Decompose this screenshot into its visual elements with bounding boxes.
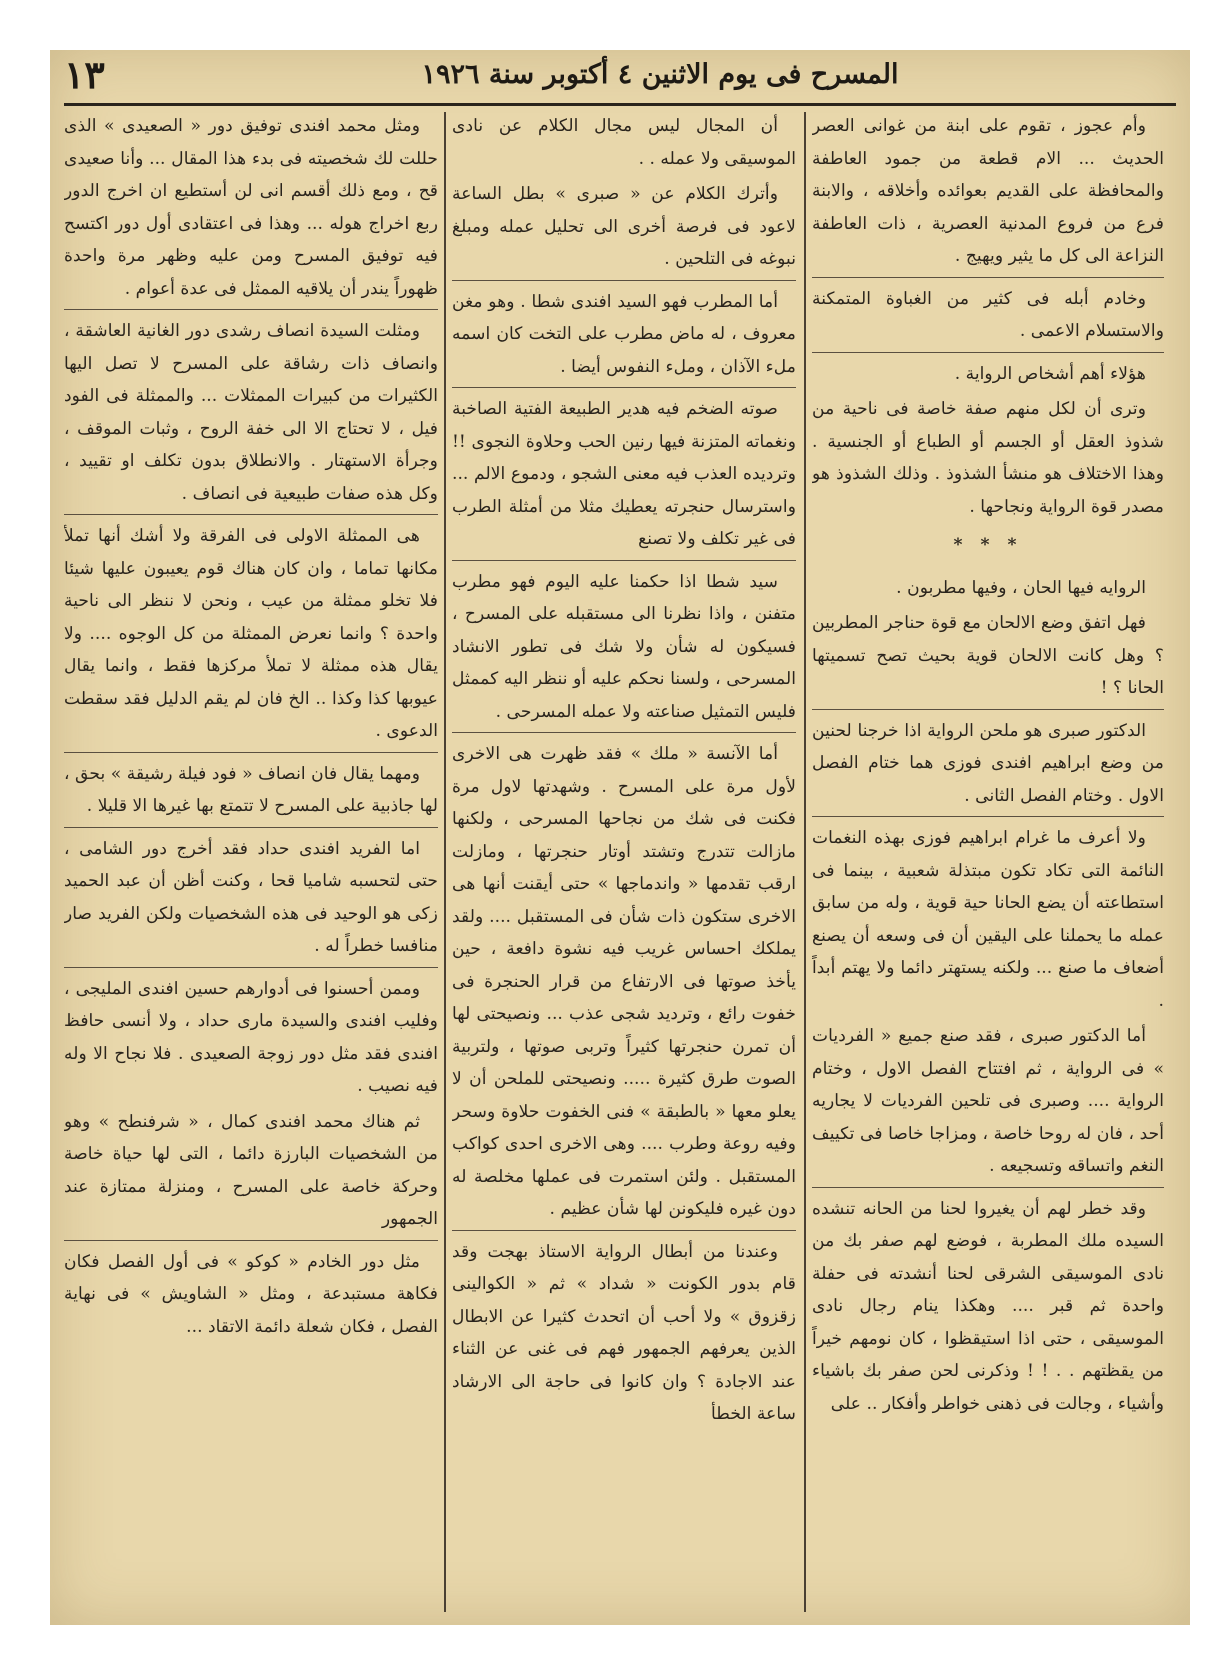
article-column-right [812, 110, 1164, 1620]
paragraph: وعندنا من أبطال الرواية الاستاذ بهجت وقد قام بدور الكونت « شداد » ثم « الكوالينى زقزوق » ولا أحب أن اتحدث كثيرا عن الابطال الذين يعرفهم الجمهور فهم فى غنى عن الثناء عند الاجادة ؟ وان كانوا فى حاجة الى الارشاد ساعة الخطأ [452, 1241, 796, 1424]
column-divider [444, 112, 446, 1612]
paragraph: ومهما يقال فان انصاف « فود فيلة رشيقة » بحق ، لها جاذبية على المسرح لا تتمتع بها غيرها الا قليلا . [64, 758, 438, 828]
article-column-middle [452, 110, 796, 1620]
paragraph: وقد خطر لهم أن يغيروا لحنا من الحانه تنشده السيده ملك المطربة ، فوضع لهم صفر بك من نادى الموسيقى الشرقى لحنا أنشدته فى حفلة واحدة ثم قبر .... وهكذا ينام رجال نادى الموسيقى ، حتى اذا استيقظوا ، كان نومهم خيراً من يقظتهم . . ! ! وذكرنى لحن صفر بك باشياء وأشياء ، وجالت فى ذهنى خواطر وأفكار .. على [812, 1198, 1164, 1414]
paragraph: ومثل محمد افندى توفيق دور « الصعيدى » الذى حللت لك شخصيته فى بدء هذا المقال ... وأنا صعيدى قح ، ومع ذلك أقسم انى لن أستطيع ان اخرج الدور ربع اخراج هوله ... وهذا فى اعتقادى أول دور اكتسح فيه توفيق المسرح ومن عليه وظهر مرة واحدة ظهوراً يندر أن يلاقيه الممثل فى عدة أعوام . [64, 110, 438, 310]
paragraph: وممن أحسنوا فى أدوارهم حسين افندى المليجى ، وفليب افندى والسيدة مارى حداد ، ولا أنسى حافظ افندى فقد مثل دور زوجة الصعيدى . فلا نجاح الا وله فيه نصيب . [64, 978, 438, 1096]
header-rule [64, 103, 1176, 106]
page-number: ١٣ [64, 51, 105, 97]
paragraph: أن المجال ليس مجال الكلام عن نادى الموسيقى ولا عمله . . [452, 116, 796, 169]
paragraph: اما الفريد افندى حداد فقد أخرج دور الشامى ، حتى لتحسبه شاميا قحا ، وكنت أظن أن عبد الحميد زكى هو الوحيد فى هذه الشخصيات ولكن الفريد صار منافسا خطراً له . [64, 833, 438, 968]
paragraph: أما المطرب فهو السيد افندى شطا . وهو مغن معروف ، له ماض مطرب على التخت كان اسمه ملء الآذان ، وملء النفوس أيضا . [452, 286, 796, 389]
paragraph: وخادم أبله فى كثير من الغباوة المتمكنة والاستسلام الاعمى . [812, 283, 1164, 353]
paragraph: هؤلاء أهم أشخاص الرواية . [954, 363, 1146, 384]
paragraph: أما الآنسة « ملك » فقد ظهرت هى الاخرى لأول مرة على المسرح . وشهدتها لاول مرة فكنت فى شك من نجاحها المسرحى ، ولكنها مازالت تتدرج وتشتد أوتار حنجرتها ، ومازلت ارقب تقدمها « واندماجها » حتى أيقنت أنها هى الاخرى ستكون ذات شأن فى المستقبل .... ولقد يملكك احساس غريب فيه نشوة دافعة ، حين يأخذ صوتها فى الارتفاع من قرار الحنجرة فى خفوت رائع ، وترديد شجى عذب ... ونصيحتى لها أن تمرن حنجرتها كثيراً وتربى صوتها ، ولتربية الصوت طرق كثيرة ..... ونصيحتى للملحن أن لا يعلو معها « بالطبقة » فنى الخفوت حلاوة وسحر وفيه روعة وطرب .... وهى الاخرى احدى كواكب المستقبل . ولئن استمرت فى عملها مخلصة له دون غيره فليكونن لها شأن عظيم . [452, 738, 796, 1231]
header-title: المسرح فى يوم الاثنين ٤ أكتوبر سنة ١٩٢٦ [421, 58, 899, 90]
paragraph: أما الدكتور صبرى ، فقد صنع جميع « الفرديات » فى الرواية ، ثم افتتاح الفصل الاول ، وختام الرواية .... وصبرى فى تلحين الفرديات لا يجاريه أحد ، فان له روحا خاصة ، ومزاجا خاصا فى تكييف النغم واتساقه وتسجيعه . [812, 1020, 1164, 1188]
paragraph: سيد شطا اذا حكمنا عليه اليوم فهو مطرب متفنن ، واذا نظرنا الى مستقبله على المسرح ، فسيكون له شأن ولا شك فى تطور الانشاد المسرحى ، ولسنا نحكم عليه أو ننظر اليه كممثل فليس التمثيل صناعته ولا عمله المسرحى . [452, 566, 796, 734]
column-divider [804, 112, 806, 1612]
paragraph: مثل دور الخادم « كوكو » فى أول الفصل فكان فكاهة مستبدعة ، ومثل « الشاويش » فى نهاية الفصل ، فكان شعلة دائمة الاتقاد ... [64, 1251, 438, 1337]
paragraph: صوته الضخم فيه هدير الطبيعة الفتية الصاخبة ونغماته المتزنة فيها رنين الحب وحلاوة النجوى !! وترديده العذب فيه معنى الشجو ، ودموع الالم ... واسترسال حنجرته يعطيك مثلا من أمثلة الطرب فى غير تكلف ولا تصنع [452, 393, 796, 561]
paragraph: ولا أعرف ما غرام ابراهيم فوزى بهذه النغمات النائمة التى تكاد تكون مبتذلة شعبية ، بينما فى استطاعته أن يضع الحانا حية قوية ، وله من سابق عمله ما يحملنا على اليقين أن فى وسعه أن يصنع أضعاف ما صنع ... ولكنه يستهتر دائما ولا يهتم أبداً . [812, 828, 1164, 1011]
paragraph: ثم هناك محمد افندى كمال ، « شرفنطح » وهو من الشخصيات البارزة دائما ، التى لها حياة خاصة وحركة خاصة على المسرح ، ومنزلة ممتازة عند الجمهور [64, 1106, 438, 1241]
newspaper-page [50, 50, 1190, 1625]
paragraph: هى الممثلة الاولى فى الفرقة ولا أشك أنها تملأ مكانها تماما ، وان كان هناك قوم يعيبون عليها شيئا فلا تخلو ممثلة من عيب ، ونحن لا ننظر الى ناحية واحدة ؟ وانما نعرض الممثلة من كل الوجوه .... ولا يقال هذه ممثلة لا تملأ مركزها فقط ، وانما يقال عيوبها كذا وكذا .. الخ فان لم يقم الدليل فقد سقطت الدعوى . [64, 520, 438, 753]
article-column-left [64, 110, 438, 1620]
paragraph: وترى أن لكل منهم صفة خاصة فى ناحية من شذوذ العقل أو الجسم أو الطباع أو الجنسية . وهذا الاختلاف هو منشأ الشذوذ . وذلك الشذوذ هو مصدر قوة الرواية ونجاحها . [812, 399, 1164, 517]
paragraph: ومثلت السيدة انصاف رشدى دور الغانية العاشقة ، وانصاف ذات رشاقة على المسرح لا تصل اليها الكثيرات من كبيرات الممثلات ... والممثلة فى الفود فيل ، لا تحتاج الا الى خفة الروح ، وثبات الموقف ، وجرأة الاستهتار . والانطلاق بدون تكلف او تقييد ، وكل هذه صفات طبيعية فى انصاف . [64, 315, 438, 515]
page-header [64, 50, 1176, 98]
paragraph: وأم عجوز ، تقوم على ابنة من غوانى العصر الحديث ... الام قطعة من جمود العاطفة والمحافظة على القديم بعوائده وأخلاقه ، والابنة فرع من فروع المدنية العصرية ، ذات العاطفة النزاعة الى كل ما يثير ويهيج . [812, 110, 1164, 278]
paragraph: الروايه فيها الحان ، وفيها مطربون . [896, 577, 1146, 598]
section-separator: * * * [953, 535, 1023, 555]
paragraph: فهل اتفق وضع الالحان مع قوة حناجر المطربين ؟ وهل كانت الالحان قوية بحيث تصح تسميتها الحانا ؟ ! [812, 607, 1164, 710]
paragraph: وأترك الكلام عن « صبرى » بطل الساعة لاعود فى فرصة أخرى الى تحليل عمله ومبلغ نبوغه فى التلحين . [452, 178, 796, 281]
paragraph: الدكتور صبرى هو ملحن الرواية اذا خرجنا لحنين من وضع ابراهيم افندى فوزى هما ختام الفصل الاول . وختام الفصل الثانى . [812, 715, 1164, 818]
